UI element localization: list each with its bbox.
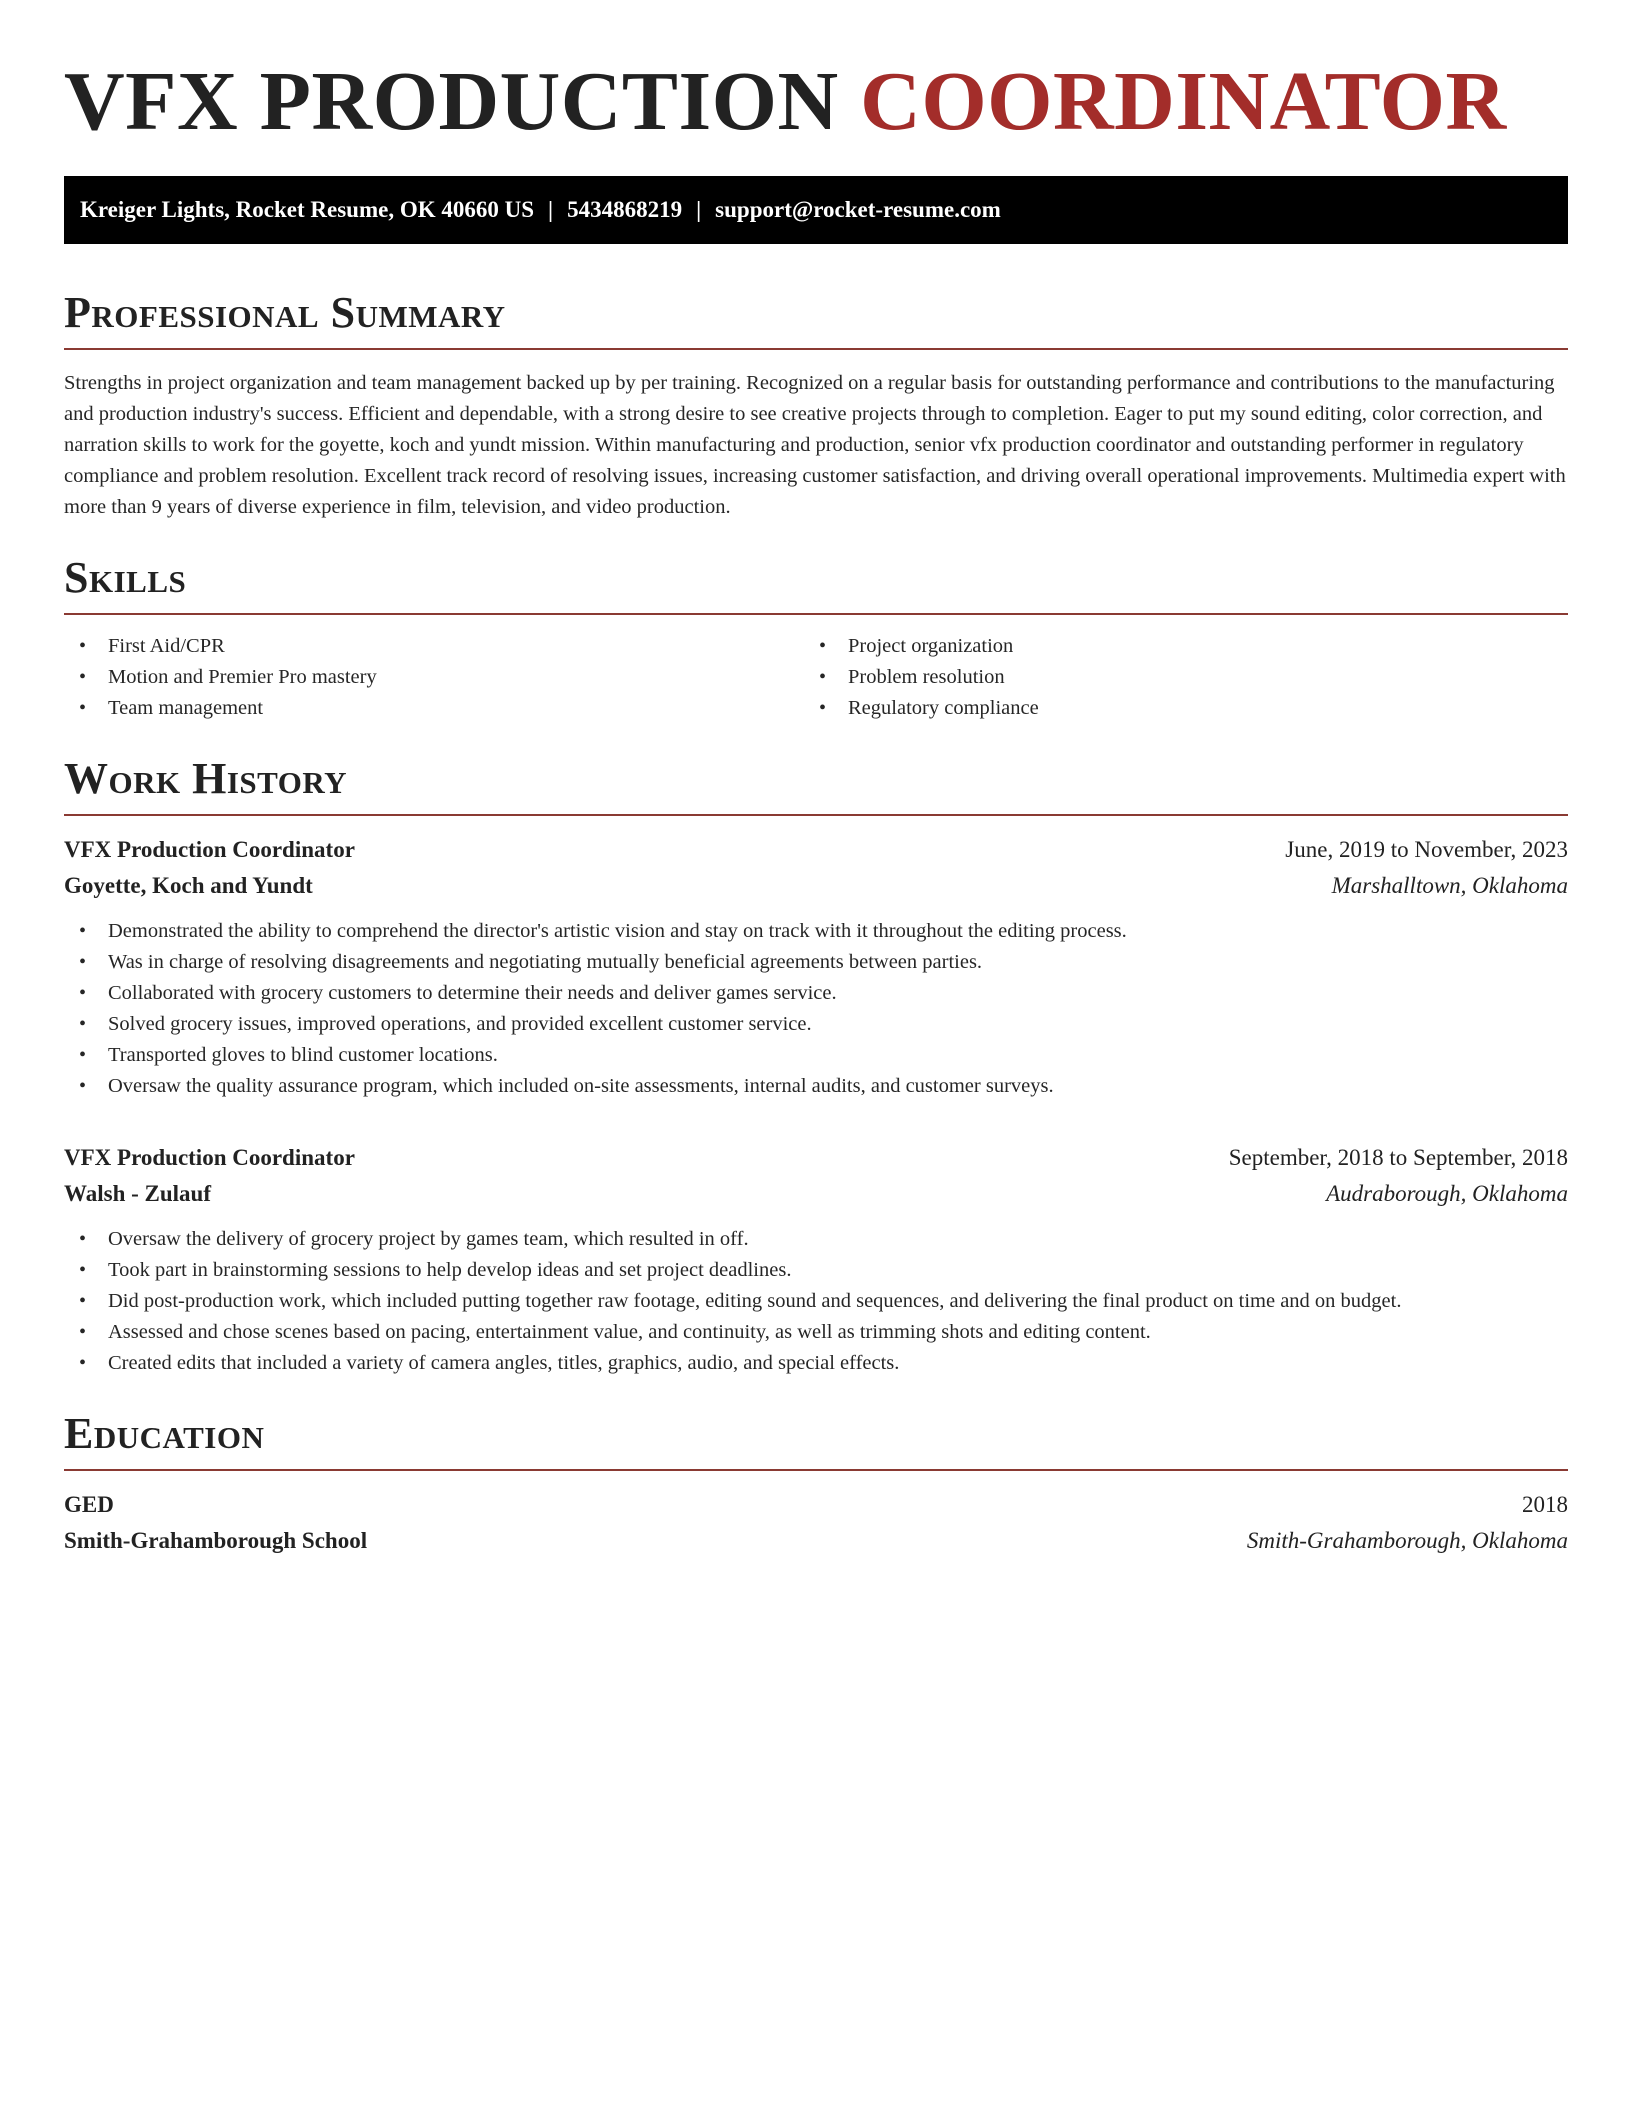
contact-address: Kreiger Lights, Rocket Resume, OK 40660 US xyxy=(80,197,535,222)
section-title-summary: Professional Summary xyxy=(64,288,506,337)
job-bullet: • Assessed and chose scenes based on pacing, entertainment value, and continuity, as well as trimming shots and editing content. xyxy=(64,1317,1568,1348)
resume-name xyxy=(64,52,1568,152)
education-year: 2018 xyxy=(1522,1492,1568,1517)
job-role: VFX Production Coordinator xyxy=(64,837,355,862)
section-divider xyxy=(64,613,1568,615)
job-bullet: • Solved grocery issues, improved operations, and provided excellent customer service. xyxy=(64,1009,1568,1040)
skills-list-right xyxy=(804,631,1544,724)
contact-email: support@rocket-resume.com xyxy=(715,197,1001,222)
skill-item: • Problem resolution xyxy=(804,662,1544,693)
job-bullets xyxy=(64,1224,1568,1379)
summary-text: Strengths in project organization and team management backed up by per training. Recognized on a regular basis for outstanding performance and contributions to the manufacturing and production industry's success. Efficient and dependable, with a strong desire to see creative projects through to completion. Eager to put my sound editing, color correction, and narration skills to work for the goyette, koch and yundt mission. Within manufacturing and production, senior vfx production coordinator and outstanding performer in regulatory compliance and problem resolution. Excellent track record of resolving issues, increasing customer satisfaction, and driving overall operational improvements. Multimedia expert with more than 9 years of diverse experience in film, television, and video production. xyxy=(64,372,1566,518)
job-company-row xyxy=(64,1176,1568,1212)
name-last: COORDINATOR xyxy=(860,55,1507,148)
name-first: VFX PRODUCTION xyxy=(64,55,839,148)
contact-phone: 5434868219 xyxy=(567,197,683,222)
skill-item: • Motion and Premier Pro mastery xyxy=(64,662,804,693)
job-location: Marshalltown, Oklahoma xyxy=(1331,873,1568,898)
job-header-row xyxy=(64,1140,1568,1176)
education-degree: GED xyxy=(64,1492,114,1517)
contact-separator: | xyxy=(696,197,702,222)
education-entry xyxy=(64,1487,1568,1559)
skills-list-left xyxy=(64,631,804,724)
education-location: Smith-Grahamborough, Oklahoma xyxy=(1246,1528,1568,1553)
job-bullet: • Collaborated with grocery customers to determine their needs and deliver games service. xyxy=(64,978,1568,1009)
job-bullet: • Created edits that included a variety of camera angles, titles, graphics, audio, and special effects. xyxy=(64,1348,1568,1379)
job-entry xyxy=(64,832,1568,1102)
section-divider xyxy=(64,348,1568,350)
job-bullet: • Was in charge of resolving disagreements and negotiating mutually beneficial agreements between parties. xyxy=(64,947,1568,978)
education-school-row xyxy=(64,1523,1568,1559)
skill-item: • Project organization xyxy=(804,631,1544,662)
job-bullet: • Did post-production work, which included putting together raw footage, editing sound and sequences, and delivering the final product on time and on budget. xyxy=(64,1286,1568,1317)
job-dates: June, 2019 to November, 2023 xyxy=(1285,837,1568,862)
resume-page xyxy=(64,0,1568,1559)
skill-item: • Team management xyxy=(64,693,804,724)
section-title-education: Education xyxy=(64,1409,265,1458)
section-title-work: Work History xyxy=(64,754,348,803)
job-bullet: • Oversaw the quality assurance program, which included on-site assessments, internal audits, and customer surveys. xyxy=(64,1071,1568,1102)
section-divider xyxy=(64,1469,1568,1471)
skills-columns xyxy=(64,631,1568,724)
skill-item: • Regulatory compliance xyxy=(804,693,1544,724)
work-section xyxy=(64,754,1568,1379)
education-school: Smith-Grahamborough School xyxy=(64,1528,368,1553)
job-company: Walsh - Zulauf xyxy=(64,1181,211,1206)
job-bullet: • Took part in brainstorming sessions to help develop ideas and set project deadlines. xyxy=(64,1255,1568,1286)
skills-section xyxy=(64,553,1568,724)
section-divider xyxy=(64,814,1568,816)
job-bullet: • Demonstrated the ability to comprehend the director's artistic vision and stay on track with it throughout the editing process. xyxy=(64,916,1568,947)
skill-item: • First Aid/CPR xyxy=(64,631,804,662)
contact-separator: | xyxy=(548,197,554,222)
job-bullet: • Oversaw the delivery of grocery project by games team, which resulted in off. xyxy=(64,1224,1568,1255)
education-header-row xyxy=(64,1487,1568,1523)
job-entry xyxy=(64,1140,1568,1379)
contact-bar xyxy=(64,176,1568,244)
section-title-skills: Skills xyxy=(64,553,187,602)
education-section xyxy=(64,1409,1568,1559)
summary-section xyxy=(64,288,1568,523)
job-company: Goyette, Koch and Yundt xyxy=(64,873,313,898)
job-bullet: • Transported gloves to blind customer locations. xyxy=(64,1040,1568,1071)
job-location: Audraborough, Oklahoma xyxy=(1326,1181,1568,1206)
job-role: VFX Production Coordinator xyxy=(64,1145,355,1170)
job-header-row xyxy=(64,832,1568,868)
job-company-row xyxy=(64,868,1568,904)
job-dates: September, 2018 to September, 2018 xyxy=(1228,1145,1568,1170)
job-bullets xyxy=(64,916,1568,1102)
